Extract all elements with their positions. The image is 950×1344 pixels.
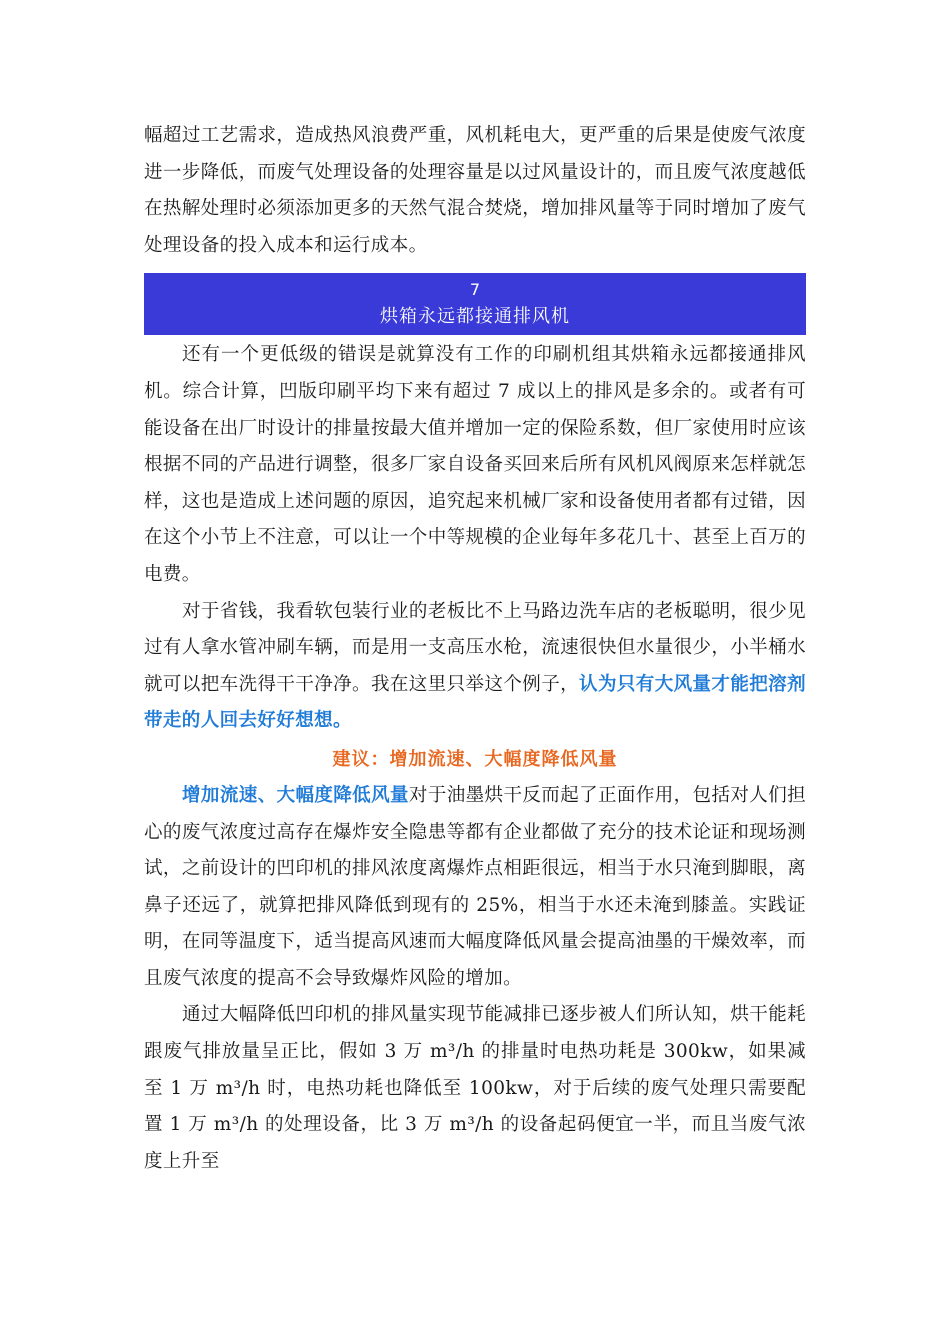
section-title: 烘箱永远都接通排风机	[380, 306, 570, 328]
paragraph-3	[144, 778, 806, 998]
paragraph-1: 还有一个更低级的错误是就算没有工作的印刷机组其烘箱永远都接通排风机。综合计算，凹版印刷平均下来有超过 7 成以上的排风是多余的。或者有可能设备在出厂时设计的排量按最大值并增加一定的保险系数，但厂家使用时应该根据不同的产品进行调整，很多厂家自设备买回来后所有风机风阀原来怎样就怎样，这也是造成上述问题的原因，追究起来机械厂家和设备使用者都有过错，因在这个小节上不注意，可以让一个中等规模的企业每年多花几十、甚至上百万的电费。	[144, 344, 806, 585]
section-banner	[144, 273, 806, 335]
paragraph-2-text: 对于省钱，我看软包装行业的老板比不上马路边洗车店的老板聪明，很少见过有人拿水管冲刷车辆，而是用一支高压水枪，流速很快但水量很少，小半桶水就可以把车洗得干干净净。我在这里只举这个例子，	[144, 600, 806, 695]
paragraph-2	[144, 594, 806, 740]
paragraph-3-text: 对于油墨烘干反而起了正面作用，包括对人们担心的废气浓度过高存在爆炸安全隐患等都有企业都做了充分的技术论证和现场测试，之前设计的凹印机的排风浓度离爆炸点相距很远，相当于水只淹到脚眼，离鼻子还远了，就算把排风降低到现有的 25%，相当于水还未淹到膝盖。实践证明，在同等温度下，适当提高风速而大幅度降低风量会提高油墨的干燥效率，而且废气浓度的提高不会导致爆炸风险的增加。	[144, 784, 806, 989]
intro-paragraph: 幅超过工艺需求，造成热风浪费严重，风机耗电大，更严重的后果是使废气浓度进一步降低，而废气处理设备的处理容量是以过风量设计的，而且废气浓度越低在热解处理时必须添加更多的天然气混合焚烧，增加排风量等于同时增加了废气处理设备的投入成本和运行成本。	[144, 125, 806, 256]
paragraph-2-highlight: 认为只有大风量才能把溶剂带走的人回去好好想想。	[144, 673, 806, 732]
document-page	[144, 118, 806, 1180]
paragraph-4: 通过大幅降低凹印机的排风量实现节能减排已逐步被人们所认知，烘干能耗跟废气排放量呈正比，假如 3 万 m³/h 的排量时电热功耗是 300kw，如果减至 1 万 m³/h 时，电热功耗也降低至 100kw，对于后续的废气处理只需要配置 1 万 m³/h 的处理设备，比 3 万 m³/h 的设备起码便宜一半，而且当废气浓度上升至	[144, 1004, 806, 1172]
paragraph-3-highlight: 增加流速、大幅度降低风量	[182, 784, 409, 806]
section-number: 7	[469, 280, 481, 300]
recommendation-heading: 建议：增加流速、大幅度降低风量	[332, 748, 618, 770]
